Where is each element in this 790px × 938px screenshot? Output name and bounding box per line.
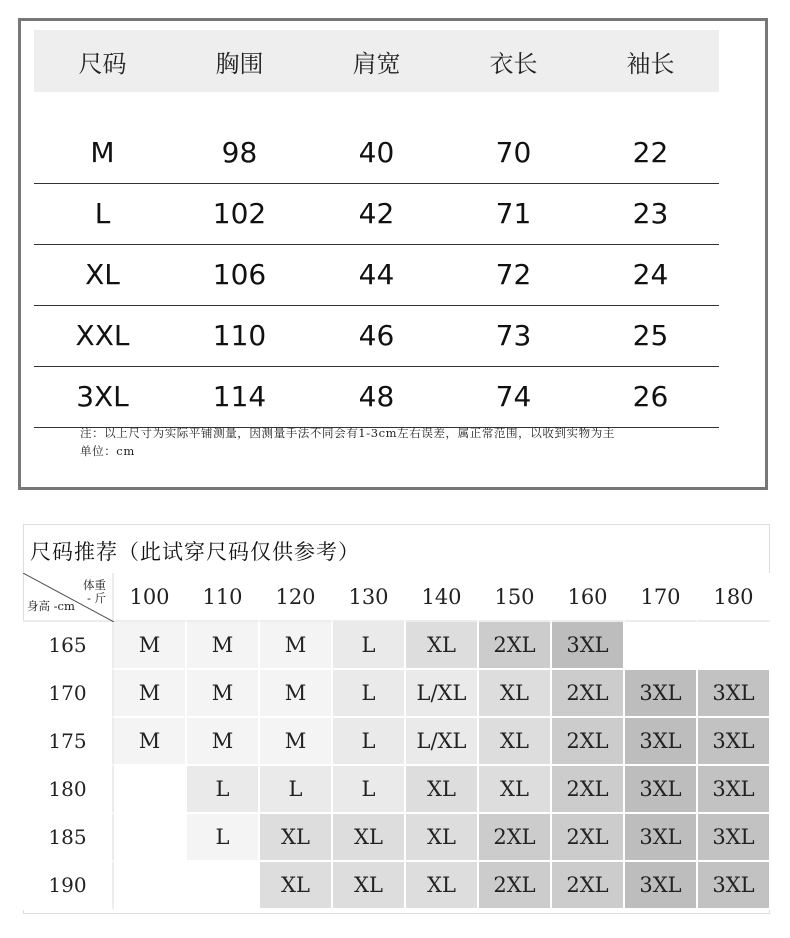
recommended-size-cell: 3XL [552,622,625,670]
recommended-size-cell: 2XL [552,814,625,862]
weight-header-row [23,573,770,622]
size-cell: 40 [358,136,395,169]
recommended-size-cell: 3XL [625,718,698,766]
recommended-size-cell: XL [406,814,479,862]
height-row [23,814,770,862]
recommended-size-cell [114,814,187,862]
recommended-size-cell: 3XL [698,670,771,718]
corner-cell [23,573,114,622]
recommended-size-cell: 2XL [552,862,625,910]
height-row [23,766,770,814]
weight-header-cell: 130 [333,573,406,622]
recommended-size-cell: 3XL [698,766,771,814]
recommended-size-cell: M [187,718,260,766]
recommended-size-cell: 3XL [625,766,698,814]
recommended-size-cell [625,622,698,670]
weight-header-cell: 140 [406,573,479,622]
recommended-size-cell: 2XL [479,814,552,862]
recommended-size-cell: XL [406,622,479,670]
recommended-size-cell [114,862,187,910]
recommended-size-cell: M [260,670,333,718]
height-label: 170 [23,670,114,718]
weight-header-cell: 160 [552,573,625,622]
size-cell: 70 [495,136,532,169]
recommended-size-cell: M [260,718,333,766]
size-cell: 44 [358,258,395,291]
size-cell: 114 [212,380,267,413]
height-row [23,718,770,766]
recommended-size-cell [187,862,260,910]
recommended-size-cell: 2XL [479,622,552,670]
size-cell: 74 [495,380,532,413]
recommended-size-cell: L [260,766,333,814]
size-table-header [34,30,719,92]
recommended-size-cell: XL [260,814,333,862]
recommended-size-cell: 3XL [625,814,698,862]
size-cell: 23 [632,197,669,230]
recommended-size-cell: L/XL [406,718,479,766]
size-row [34,244,719,306]
recommendation-title: 尺码推荐（此试穿尺码仅供参考） [30,540,360,564]
size-cell: 106 [212,258,267,291]
recommended-size-cell: L [187,814,260,862]
size-cell: 110 [212,319,267,352]
size-row [34,366,719,428]
recommended-size-cell: L [333,622,406,670]
size-cell: 102 [212,197,267,230]
recommended-size-cell: M [187,622,260,670]
header-shoulder: 肩宽 [352,49,401,78]
recommended-size-cell: 3XL [625,862,698,910]
size-cell: 42 [358,197,395,230]
recommended-size-cell: 3XL [698,862,771,910]
weight-axis-label: 体重 - 斤 [83,578,106,605]
recommended-size-cell: M [260,622,333,670]
header-size: 尺码 [78,49,127,78]
recommended-size-cell: M [114,622,187,670]
recommended-size-cell: 3XL [625,670,698,718]
recommended-size-cell: M [114,718,187,766]
note-text: 注：以上尺寸为实际平铺测量，因测量手法不同会有1-3cm左右误差，属正常范围，以收到实物为主 [80,426,615,440]
recommended-size-cell: 2XL [552,718,625,766]
recommended-size-cell: XL [333,814,406,862]
recommended-size-cell: XL [406,766,479,814]
size-cell: L [94,197,111,230]
height-row [23,670,770,718]
height-row [23,622,770,670]
size-cell: 46 [358,319,395,352]
size-cell: 48 [358,380,395,413]
recommended-size-cell: 2XL [552,766,625,814]
height-label: 185 [23,814,114,862]
size-cell: 72 [495,258,532,291]
size-cell: M [90,136,115,169]
recommended-size-cell: L [333,670,406,718]
size-cell: XL [85,258,120,291]
header-sleeve: 袖长 [626,49,675,78]
header-length: 衣长 [489,49,538,78]
height-label: 190 [23,862,114,910]
recommended-size-cell: M [114,670,187,718]
recommended-size-cell: XL [406,862,479,910]
recommended-size-cell [114,766,187,814]
size-cell: 24 [632,258,669,291]
recommended-size-cell: L/XL [406,670,479,718]
recommended-size-cell: L [187,766,260,814]
recommendation-grid [23,573,770,910]
size-row [34,183,719,245]
recommended-size-cell: XL [479,670,552,718]
size-cell: 98 [221,136,258,169]
header-chest: 胸围 [215,49,264,78]
size-cell: 3XL [76,380,129,413]
size-cell: 26 [632,380,669,413]
weight-header-cell: 100 [114,573,187,622]
size-cell: XXL [75,319,130,352]
size-cell: 25 [632,319,669,352]
weight-header-cell: 170 [625,573,698,622]
weight-header-cell: 180 [698,573,771,622]
weight-header-cell: 150 [479,573,552,622]
recommended-size-cell: XL [333,862,406,910]
size-cell: 22 [632,136,669,169]
recommended-size-cell: 2XL [552,670,625,718]
weight-header-cell: 120 [260,573,333,622]
recommended-size-cell: M [187,670,260,718]
recommended-size-cell: 2XL [479,862,552,910]
recommended-size-cell: 3XL [698,718,771,766]
height-label: 175 [23,718,114,766]
recommended-size-cell: L [333,766,406,814]
height-label: 165 [23,622,114,670]
height-axis-label: 身高 -cm [27,599,75,613]
recommended-size-cell: L [333,718,406,766]
size-row [34,122,719,184]
size-cell: 71 [495,197,532,230]
recommended-size-cell: XL [260,862,333,910]
weight-header-cell: 110 [187,573,260,622]
size-row [34,305,719,367]
recommended-size-cell: XL [479,766,552,814]
unit-text: 单位：cm [80,444,135,458]
height-label: 180 [23,766,114,814]
recommended-size-cell: 3XL [698,814,771,862]
measurement-note [80,424,720,460]
recommended-size-cell [698,622,771,670]
height-row [23,862,770,910]
size-cell: 73 [495,319,532,352]
recommended-size-cell: XL [479,718,552,766]
